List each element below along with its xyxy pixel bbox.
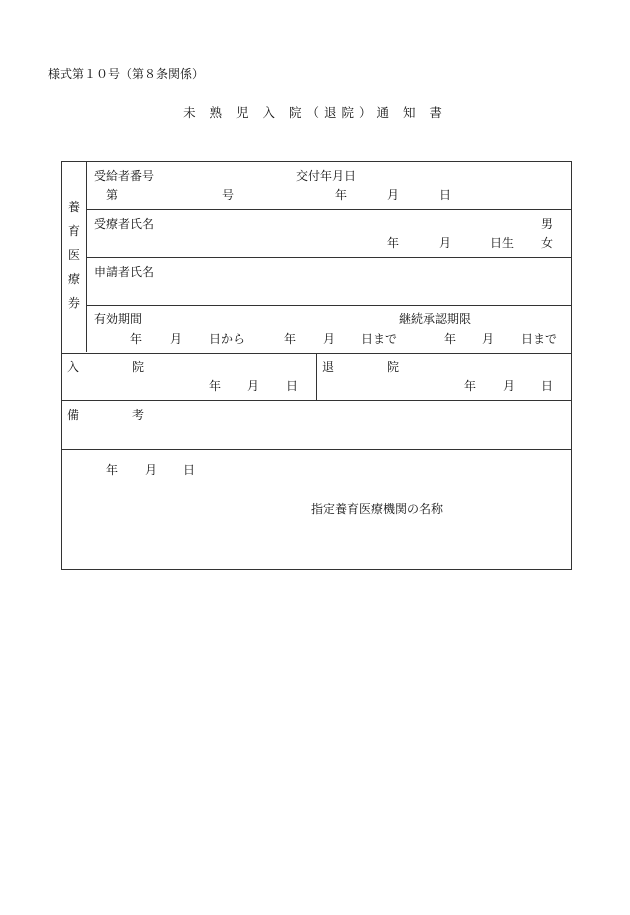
recipient-number-go: 号 (222, 188, 235, 202)
applicant-name-label: 申請者氏名 (94, 265, 155, 279)
row-divider (87, 305, 571, 306)
row-divider (62, 449, 571, 450)
validity-from-day: 日から (209, 332, 246, 346)
continuation-label: 継続承認期限 (399, 312, 472, 326)
issue-date-day: 日 (439, 188, 452, 202)
recipient-number-dai: 第 (106, 188, 119, 202)
issue-date-month: 月 (387, 188, 400, 202)
validity-from-month: 月 (170, 332, 183, 346)
admission-day: 日 (286, 379, 299, 393)
validity-to-year: 年 (284, 332, 297, 346)
continuation-day: 日まで (521, 332, 558, 346)
row-divider (62, 400, 571, 401)
discharge-label-1: 退 (322, 360, 335, 374)
birth-year: 年 (387, 236, 400, 250)
validity-to-month: 月 (323, 332, 336, 346)
row-divider (87, 257, 571, 258)
vertical-char: 養 (67, 200, 80, 214)
continuation-year: 年 (444, 332, 457, 346)
remarks-label-2: 考 (132, 408, 145, 422)
continuation-month: 月 (482, 332, 495, 346)
institution-name-label: 指定養育医療機関の名称 (311, 502, 444, 516)
footer-year: 年 (106, 463, 119, 477)
discharge-label-2: 院 (387, 360, 400, 374)
recipient-number-label: 受給者番号 (94, 169, 155, 183)
admission-month: 月 (247, 379, 260, 393)
issue-date-label: 交付年月日 (296, 169, 357, 183)
row-divider (87, 209, 571, 210)
form-number: 様式第１０号（第８条関係） (48, 67, 205, 81)
admission-year: 年 (209, 379, 222, 393)
discharge-month: 月 (503, 379, 516, 393)
footer-month: 月 (145, 463, 158, 477)
birth-day: 日生 (490, 236, 515, 250)
medical-ticket-vertical-label (62, 195, 86, 315)
vertical-char: 医 (67, 248, 80, 262)
validity-from-year: 年 (130, 332, 143, 346)
document-title: 未 熟 児 入 院（退院）通 知 書 (183, 105, 447, 120)
vertical-char: 育 (67, 224, 80, 238)
remarks-label-1: 備 (67, 408, 80, 422)
admission-label-2: 院 (132, 360, 145, 374)
sex-male: 男 (541, 217, 554, 231)
vertical-char: 療 (67, 272, 80, 286)
issue-date-year: 年 (335, 188, 348, 202)
vertical-char: 券 (67, 296, 80, 310)
sex-female: 女 (541, 236, 554, 250)
discharge-day: 日 (541, 379, 554, 393)
validity-to-day: 日まで (361, 332, 398, 346)
patient-name-label: 受療者氏名 (94, 217, 155, 231)
discharge-year: 年 (464, 379, 477, 393)
admission-label-1: 入 (67, 360, 80, 374)
admission-discharge-divider (316, 354, 317, 400)
footer-day: 日 (183, 463, 196, 477)
birth-month: 月 (439, 236, 452, 250)
validity-label: 有効期間 (94, 312, 143, 326)
